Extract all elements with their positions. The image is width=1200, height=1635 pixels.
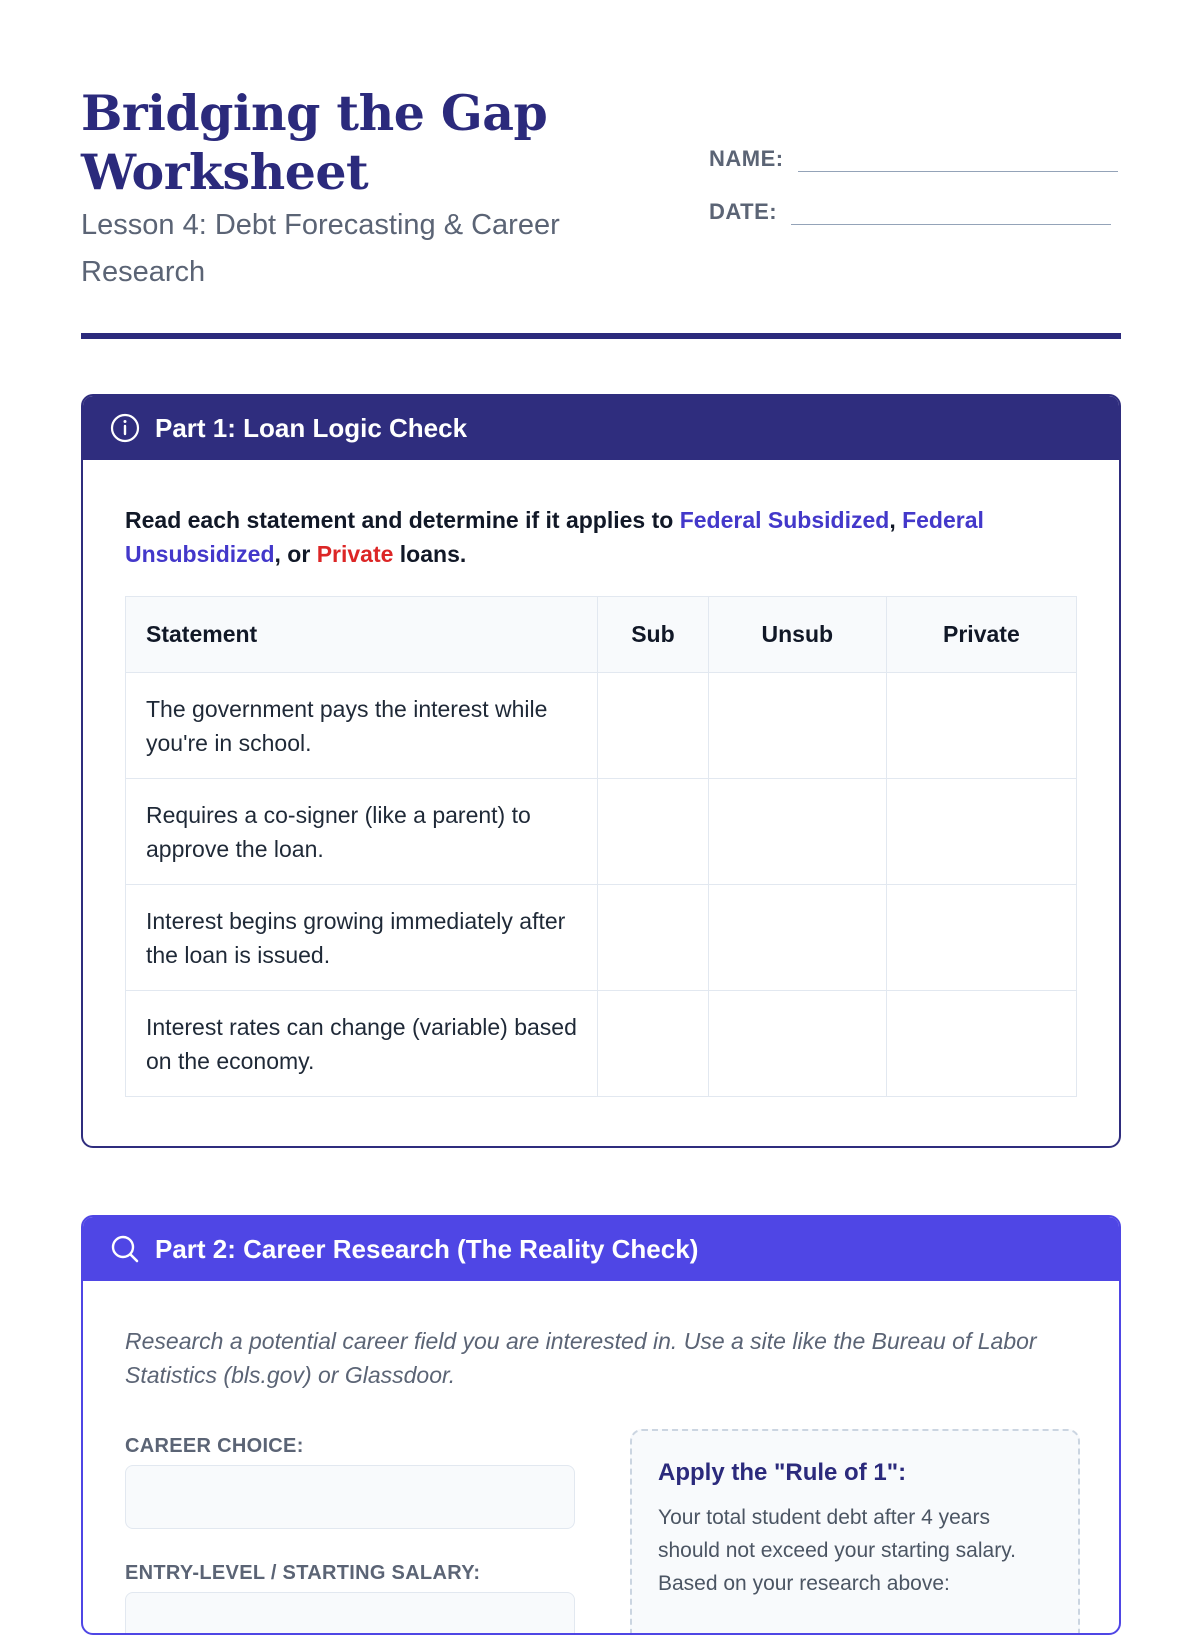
private-answer-cell[interactable] <box>886 779 1076 885</box>
col-statement: Statement <box>126 597 598 673</box>
sub-answer-cell[interactable] <box>598 991 709 1097</box>
sub-answer-cell[interactable] <box>598 885 709 991</box>
table-row <box>126 885 1077 991</box>
header-divider <box>81 333 1121 339</box>
rule-of-one-text: Your total student debt after 4 years should not exceed your starting salary. Based on your research above: <box>658 1506 1016 1595</box>
rule-of-one-title: Apply the "Rule of 1": <box>658 1459 907 1486</box>
worksheet-header <box>81 0 1121 340</box>
col-sub: Sub <box>598 597 709 673</box>
starting-salary-label: ENTRY-LEVEL / STARTING SALARY: <box>125 1562 481 1584</box>
instr-lead: Read each statement and determine if it applies to <box>125 507 674 533</box>
sub-answer-cell[interactable] <box>598 779 709 885</box>
part1-header <box>83 396 1119 460</box>
part1-heading: Part 1: Loan Logic Check <box>155 412 468 443</box>
date-label: DATE: <box>709 199 778 224</box>
unsub-answer-cell[interactable] <box>708 779 886 885</box>
part1-instructions <box>125 503 1055 571</box>
statement-cell: Interest begins growing immediately after the loan is issued. <box>126 885 598 991</box>
unsub-answer-cell[interactable] <box>708 885 886 991</box>
page-subtitle: Lesson 4: Debt Forecasting & Career Research <box>81 209 560 288</box>
date-field-row <box>709 199 1111 225</box>
unsub-answer-cell[interactable] <box>708 991 886 1097</box>
loan-logic-table <box>125 596 1077 1097</box>
worksheet-page <box>81 0 1121 1595</box>
sub-answer-cell[interactable] <box>598 673 709 779</box>
page-title: Bridging the Gap Worksheet <box>81 84 548 201</box>
table-row <box>126 779 1077 885</box>
table-row <box>126 991 1077 1097</box>
private-answer-cell[interactable] <box>886 885 1076 991</box>
career-choice-input[interactable] <box>125 1465 575 1529</box>
term-federal-subsidized: Federal Subsidized <box>679 507 890 533</box>
instr-tail: loans. <box>399 541 467 567</box>
term-federal-unsubsidized: Federal Unsubsidized <box>125 507 984 567</box>
name-field-row <box>709 146 1118 172</box>
table-row <box>126 673 1077 779</box>
part1-card <box>81 394 1121 1148</box>
statement-cell: The government pays the interest while you're in school. <box>126 673 598 779</box>
private-answer-cell[interactable] <box>886 673 1076 779</box>
part2-heading: Part 2: Career Research (The Reality Check) <box>155 1233 699 1264</box>
private-answer-cell[interactable] <box>886 991 1076 1097</box>
info-icon <box>109 412 141 444</box>
career-choice-label: CAREER CHOICE: <box>125 1435 304 1457</box>
col-unsub: Unsub <box>708 597 886 673</box>
table-header-row <box>126 597 1077 673</box>
instr-sep1: , <box>889 507 896 533</box>
date-input-line[interactable] <box>791 200 1111 225</box>
unsub-answer-cell[interactable] <box>708 673 886 779</box>
starting-salary-input[interactable] <box>125 1592 575 1635</box>
part2-intro: Research a potential career field you are interested in. Use a site like the Bureau of Labor Statistics (bls.gov) or Glassdoor. <box>125 1328 1037 1388</box>
term-private: Private <box>316 541 394 567</box>
part2-header <box>83 1217 1119 1281</box>
instr-sep2: , or <box>274 541 311 567</box>
rule-of-one-box <box>630 1429 1080 1635</box>
statement-cell: Interest rates can change (variable) based on the economy. <box>126 991 598 1097</box>
name-input-line[interactable] <box>798 147 1118 172</box>
part2-card <box>81 1215 1121 1635</box>
col-private: Private <box>886 597 1076 673</box>
search-icon <box>109 1233 141 1265</box>
name-label: NAME: <box>709 146 784 171</box>
statement-cell: Requires a co-signer (like a parent) to approve the loan. <box>126 779 598 885</box>
